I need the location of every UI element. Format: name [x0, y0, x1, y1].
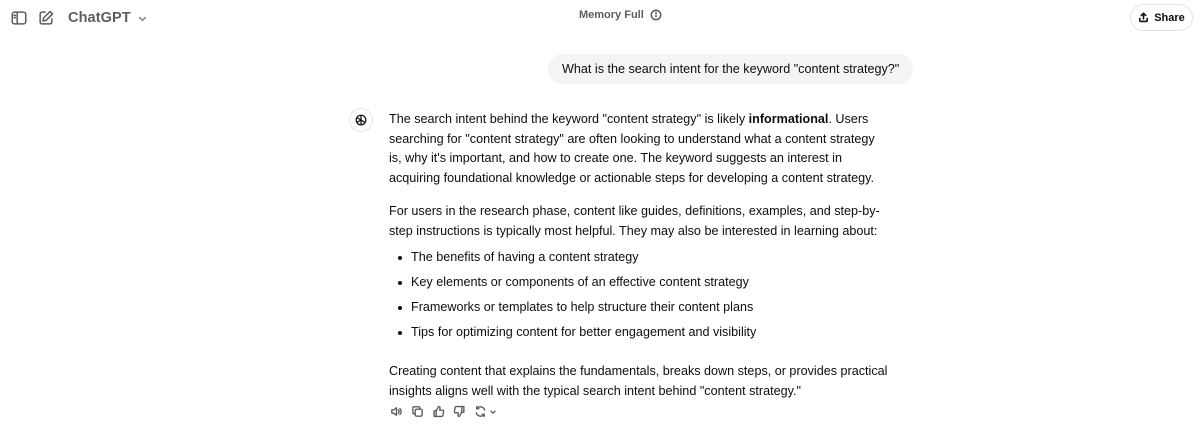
thumbs-down-icon: [453, 405, 466, 418]
list-item: Frameworks or templates to help structure their content plans: [389, 298, 889, 323]
speaker-icon: [390, 405, 403, 418]
copy-button[interactable]: [410, 404, 425, 419]
regenerate-button[interactable]: [473, 404, 497, 419]
regenerate-icon-wrap: [473, 404, 488, 419]
paragraph-1-bold: informational: [748, 112, 829, 126]
user-message-text: What is the search intent for the keyword "content strategy?": [562, 62, 900, 76]
assistant-paragraph-3: Creating content that explains the fundamentals, breaks down steps, or provides practical insights aligns well with the typical search intent behind "content strategy.": [389, 364, 888, 398]
share-button[interactable]: [1130, 4, 1193, 31]
chevron-down-icon: [137, 13, 148, 24]
assistant-paragraph-2: For users in the research phase, content like guides, definitions, examples, and step-by-step instructions is typically most helpful. They may also be interested in learning about:: [389, 204, 880, 238]
info-icon: [650, 9, 662, 21]
list-item: Tips for optimizing content for better engagement and visibility: [389, 323, 889, 348]
bullet-list: [389, 248, 889, 348]
sidebar-toggle-icon: [10, 9, 28, 27]
list-item: The benefits of having a content strategy: [389, 248, 889, 273]
good-response-button[interactable]: [431, 404, 446, 419]
copy-icon: [411, 405, 424, 418]
assistant-paragraph-1: [389, 110, 889, 188]
refresh-icon: [474, 405, 487, 418]
model-selector[interactable]: [64, 6, 152, 30]
model-name: ChatGPT: [68, 10, 131, 26]
paragraph-1-start: The search intent behind the keyword "content strategy" is likely: [389, 112, 749, 126]
assistant-message: [389, 110, 889, 401]
top-bar: [0, 0, 1200, 36]
share-label: Share: [1154, 11, 1185, 24]
sidebar-toggle-button[interactable]: [7, 6, 31, 30]
memory-status[interactable]: [579, 9, 662, 21]
assistant-avatar: [349, 108, 373, 132]
memory-status-label: Memory Full: [579, 9, 644, 21]
list-item: Key elements or components of an effective content strategy: [389, 273, 889, 298]
new-chat-button[interactable]: [34, 6, 58, 30]
paragraph-1-end: . Users searching for "content strategy" are often looking to understand what a content strategy is, why it's important, and how to create one. The keyword suggests an interest in acquiring foundational knowledge or actionable steps for developing a content strategy.: [389, 112, 875, 185]
share-icon: [1138, 12, 1149, 23]
read-aloud-button[interactable]: [389, 404, 404, 419]
openai-logo-icon: [354, 113, 368, 127]
bad-response-button[interactable]: [452, 404, 467, 419]
thumbs-up-icon: [432, 405, 445, 418]
new-chat-icon: [37, 9, 55, 27]
user-message-bubble: [548, 54, 913, 84]
message-actions: [389, 404, 497, 419]
chevron-down-icon: [489, 408, 497, 416]
